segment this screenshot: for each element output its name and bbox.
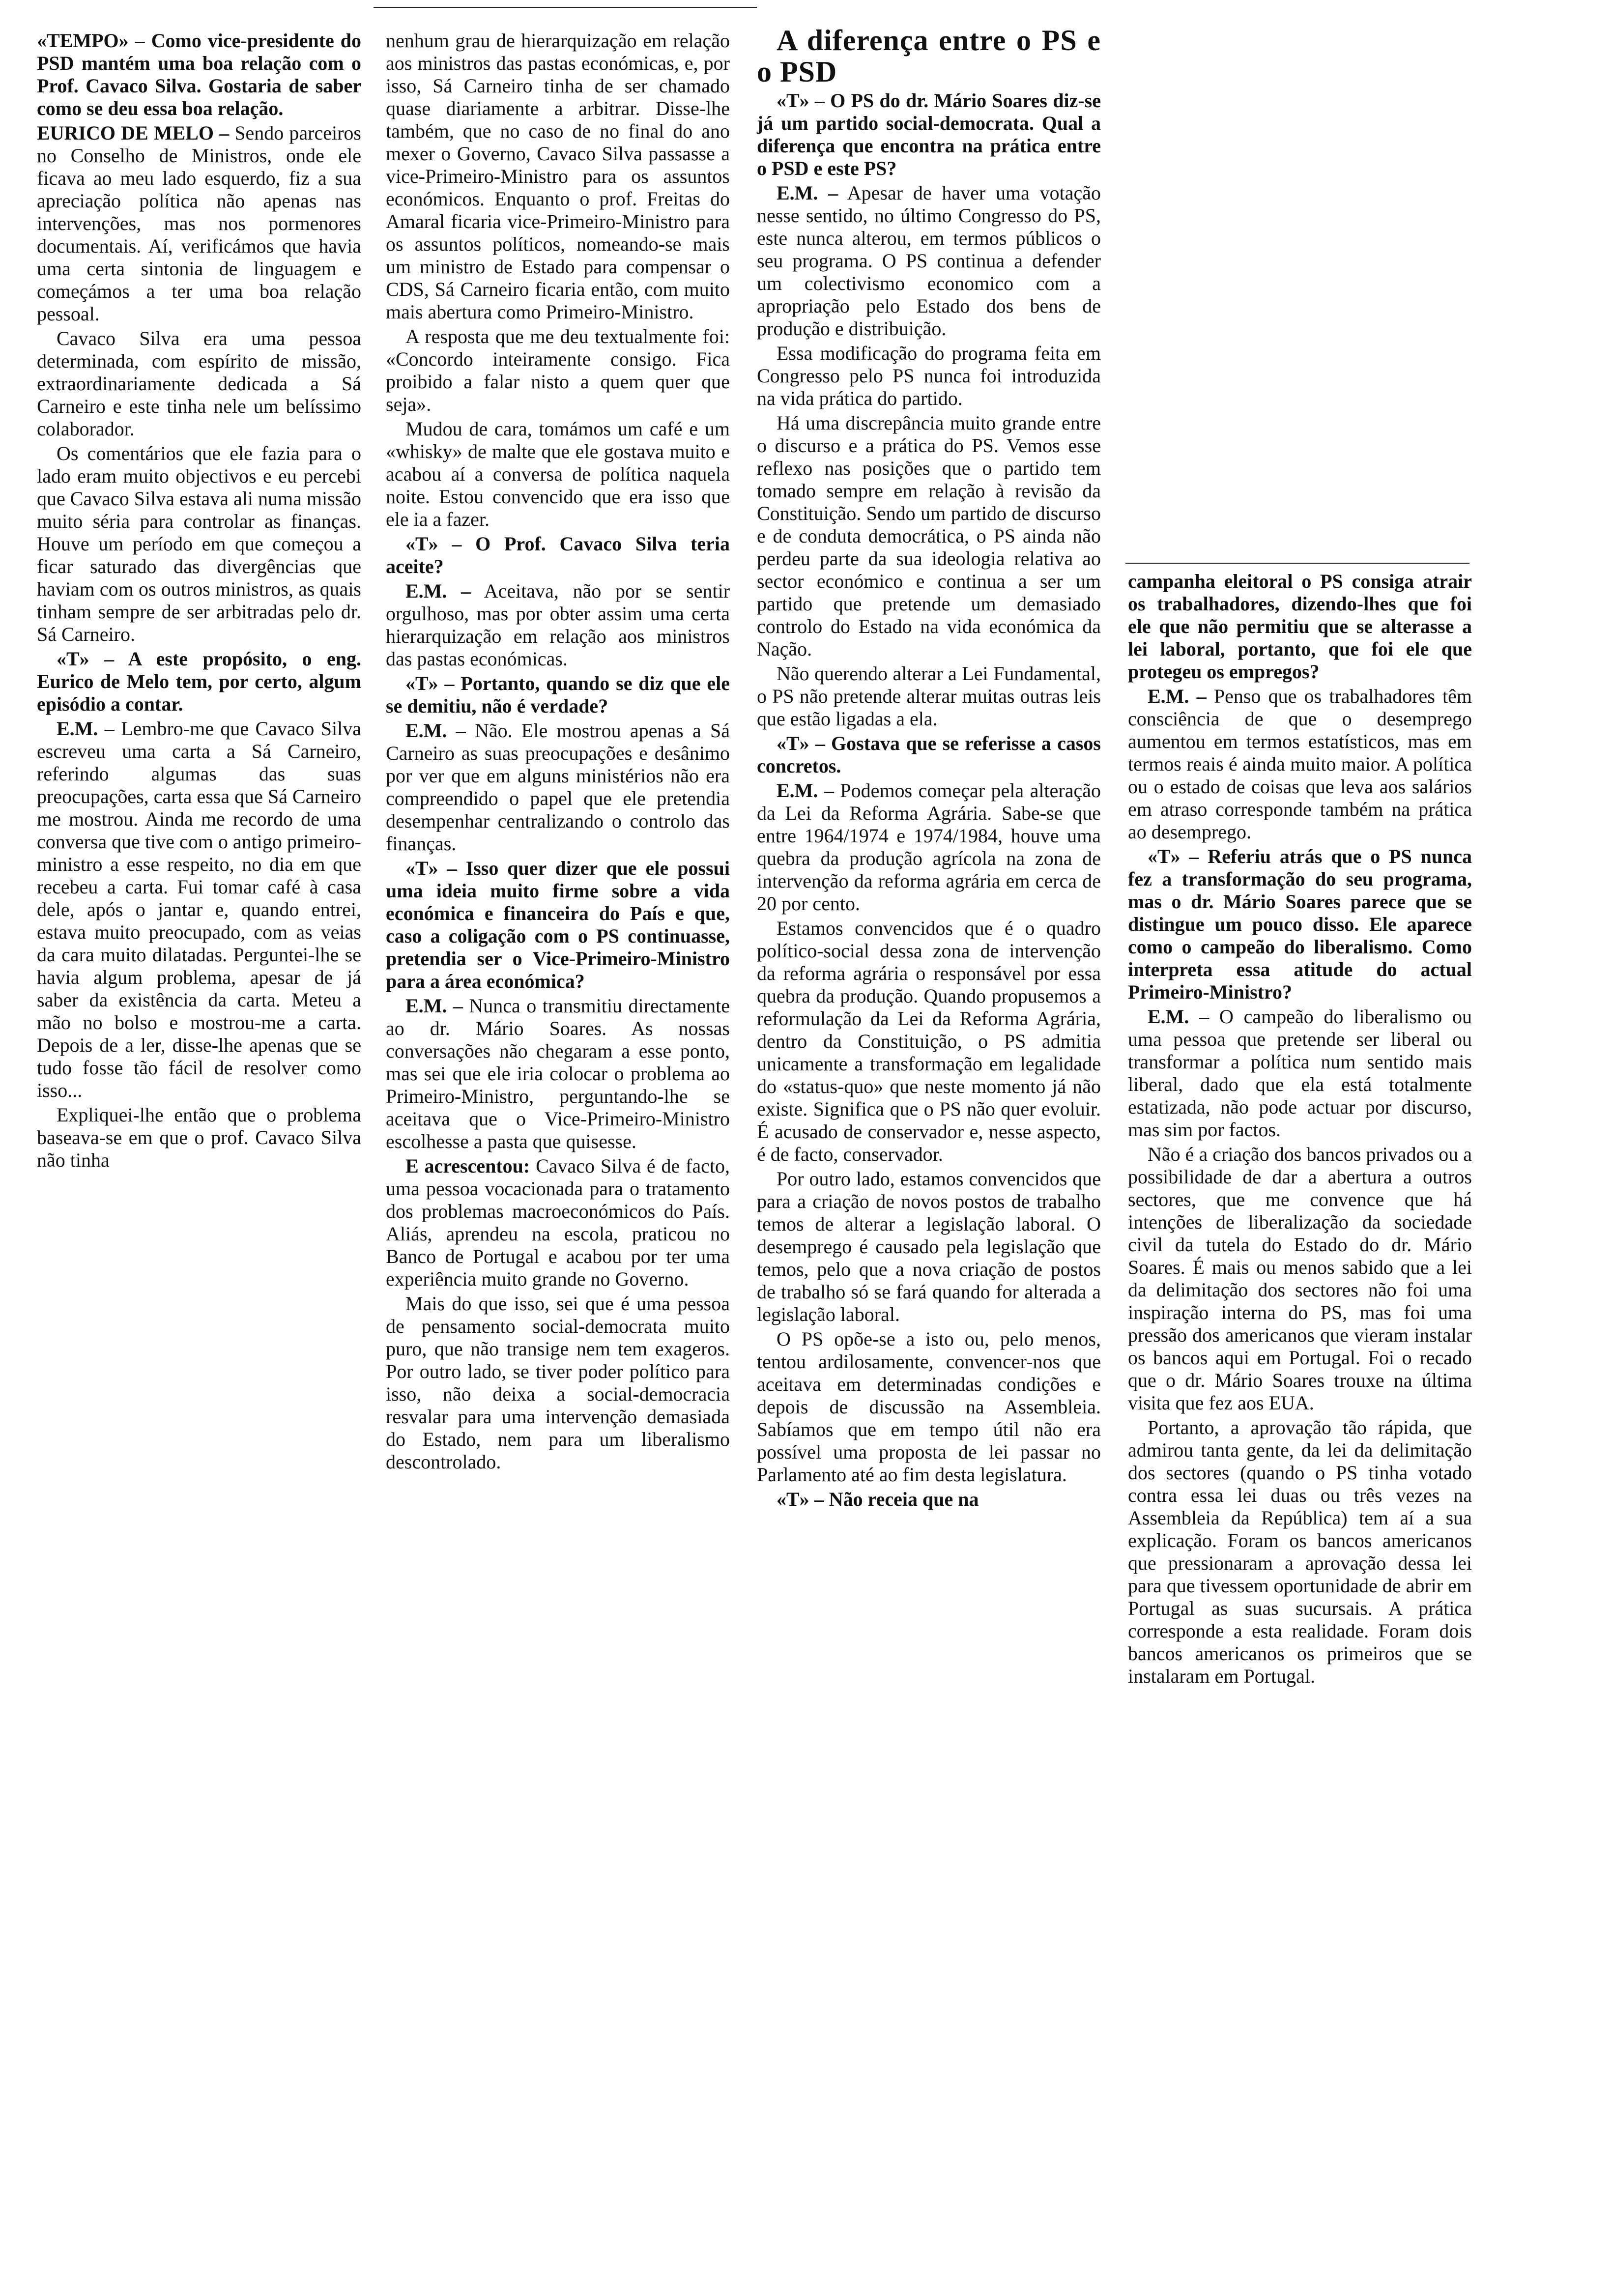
answer-paragraph <box>386 995 730 1153</box>
body-paragraph: Por outro lado, estamos convencidos que para a criação de novos postos de trabalho temos de alterar a legislação laboral. O desemprego é causado pela legislação que temos, pelo que a nova criação de postos de trabalho só se fará quando for alterada a legislação laboral. <box>757 1168 1101 1325</box>
answer-text: Podemos começar pela alteração da Lei da Reforma Agrária. Sabe-se que entre 1964/1974 e 1974/1984, houve uma quebra da produção agrícola na zona de intervenção da reforma agrária em cerca de 20 por cento. <box>757 779 1101 915</box>
speaker-label: E.M. – <box>405 580 471 602</box>
answer-paragraph <box>757 779 1101 915</box>
answer-text: Aceitava, não por se sentir orgulhoso, mas por obter assim uma certa hierarquização em relação aos ministros das pastas económicas. <box>386 580 730 670</box>
section-headline: A diferença entre o PS e o PSD <box>757 24 1101 88</box>
body-paragraph: Portanto, a aprovação tão rápida, que admirou tanta gente, da lei da delimitação dos sectores (quando o PS tinha votado contra essa lei duas ou três vezes na Assembleia da República) tem aí a sua explicação. Foram os bancos americanos que pressionaram a aprovação dessa lei para que tivessem oportunidade de abrir em Portugal as suas sucursais. A prática corresponde a esta realidade. Foram dois bancos americanos os primeiros que se instalaram em Portugal. <box>1128 1416 1472 1687</box>
answer-paragraph <box>386 719 730 855</box>
answer-text: Nunca o transmitiu directamente ao dr. Mário Soares. As nossas conversações não chegaram a esse ponto, mas sei que ele iria colocar o problema ao Primeiro-Ministro, perguntando-lhe se aceitava que o Vice-Primeiro-Ministro escolhesse a pasta que quisesse. <box>386 995 730 1152</box>
question-paragraph: «T» – A este propósito, o eng. Eurico de Melo tem, por certo, algum episódio a contar. <box>37 648 361 715</box>
question-paragraph: «TEMPO» – Como vice-presidente do PSD mantém uma boa relação com o Prof. Cavaco Silva. Gostaria de saber como se deu essa boa relação. <box>37 29 361 119</box>
question-paragraph: campanha eleitoral o PS consiga atrair os trabalhadores, dizendo-lhes que foi ele que não permitiu que se alterasse a lei laboral, portanto, que foi ele que protegeu os empregos? <box>1128 570 1472 683</box>
body-paragraph: Essa modificação do programa feita em Congresso pelo PS nunca foi introduzida na vida prática do partido. <box>757 342 1101 409</box>
speaker-label: E.M. – <box>405 995 463 1017</box>
question-paragraph: «T» – Gostava que se referisse a casos concretos. <box>757 732 1101 777</box>
answer-text: Sendo parceiros no Conselho de Ministros, onde ele ficava ao meu lado esquerdo, fiz a sua apreciação política não apenas nas intervenções, mas nos pormenores documentais. Aí, verificámos que havia uma certa sintonia de linguagem e começámos a ter uma boa relação pessoal. <box>37 122 361 325</box>
speaker-label: E.M. – <box>1148 1005 1209 1028</box>
answer-text: Não. Ele mostrou apenas a Sá Carneiro as suas preocupações e desânimo por ver que em alguns ministérios não era compreendido o papel que ele pretendia desempenhar centralizando o controlo das finanças. <box>386 719 730 855</box>
question-paragraph: «T» – O Prof. Cavaco Silva teria aceite? <box>386 533 730 577</box>
body-paragraph <box>386 1155 730 1291</box>
speaker-label: E.M. – <box>1148 685 1207 707</box>
body-text: Cavaco Silva é de facto, uma pessoa vocacionada para o tratamento dos problemas macroeconómicos do País. Aliás, aprendeu na escola, praticou no Banco de Portugal e acabou por ter uma experiência muito grande no Governo. <box>386 1155 730 1290</box>
answer-paragraph <box>757 182 1101 340</box>
body-paragraph: O PS opõe-se a isto ou, pelo menos, tentou ardilosamente, convencer-nos que aceitava em determinadas condições e depois de discussão na Assembleia. Sabíamos que em tempo útil não era possível uma proposta de lei passar no Parlamento até ao fim desta legislatura. <box>757 1328 1101 1486</box>
question-paragraph: «T» – Não receia que na <box>777 1488 979 1510</box>
body-paragraph: Mudou de cara, tomámos um café e um «whisky» de malte que ele gostava muito e acabou aí a conversa de política naquela noite. Estou convencido que era isso que ele ia a fazer. <box>386 418 730 530</box>
body-paragraph: Cavaco Silva era uma pessoa determinada, com espírito de missão, extraordinariamente dedicada a Sá Carneiro e este tinha nele um belíssimo colaborador. <box>37 327 361 440</box>
answer-text: Apesar de haver uma votação nesse sentido, no último Congresso do PS, este nunca alterou, em termos públicos o seu programa. O PS continua a defender um colectivismo economico com a apropriação pelo Estado dos bens de produção e distribuição. <box>757 182 1101 340</box>
question-paragraph: «T» – Portanto, quando se diz que ele se demitiu, não é verdade? <box>386 672 730 717</box>
top-rule <box>374 7 757 8</box>
answer-paragraph <box>37 718 361 1102</box>
answer-text: Lembro-me que Cavaco Silva escreveu uma carta a Sá Carneiro, referindo algumas das suas preocupações, carta essa que Sá Carneiro me mostrou. Ainda me recordo de uma conversa que tive com o antigo primeiro-ministro a esse respeito, no dia em que recebeu a carta. Fui tomar café à casa dele, após o jantar e, quando entrei, estava muito preocupado, com as veias da cara muito dilatadas. Perguntei-lhe se havia algum problema, apesar de já saber da existência da carta. Meteu a mão no bolso e mostrou-me a carta. Depois de a ler, disse-lhe apenas que se tudo fosse tão fácil de resolver como isso... <box>37 718 362 1101</box>
question-paragraph: «T» – Referiu atrás que o PS nunca fez a transformação do seu programa, mas o dr. Mário Soares parece que se distingue um pouco disso. Ele aparece como o campeão do liberalismo. Como interpreta essa atitude do actual Primeiro-Ministro? <box>1128 845 1472 1003</box>
question-paragraph: «T» – O PS do dr. Mário Soares diz-se já um partido social-democrata. Qual a diferença que encontra na prática entre o PSD e este PS? <box>757 89 1101 179</box>
speaker-label: E.M. – <box>405 719 466 742</box>
inline-label: E acrescentou: <box>405 1155 530 1177</box>
column-4 <box>1128 570 1472 1690</box>
body-paragraph: Os comentários que ele fazia para o lado eram muito objectivos e eu percebi que Cavaco Silva estava ali numa missão muito séria para controlar as finanças. Houve um período em que começou a ficar saturado das divergências que haviam com os outros ministros, as quais tinham sempre de ser arbitradas pelo dr. Sá Carneiro. <box>37 442 361 645</box>
speaker-label: E.M. – <box>777 779 834 802</box>
column-1 <box>37 29 361 1174</box>
answer-paragraph <box>1128 685 1472 843</box>
answer-paragraph <box>386 580 730 670</box>
column-2 <box>386 29 730 1475</box>
answer-paragraph <box>37 122 361 325</box>
answer-text: O campeão do liberalismo ou uma pessoa que pretende ser liberal ou transformar a política num sentido mais liberal, dado que ela está totalmente estatizada, não pode actuar por discurso, mas sim por factos. <box>1128 1005 1472 1141</box>
body-paragraph: Há uma discrepância muito grande entre o discurso e a prática do PS. Vemos esse reflexo nas posições que o partido tem tomado sempre em relação à revisão da Constituição. Sendo um partido de discurso e de conduta democrática, o PS ainda não perdeu parte da sua ideologia relativa ao sector económico e continua a ser um partido que pretende um demasiado controlo do Estado na vida económica da Nação. <box>757 412 1101 660</box>
body-paragraph: Não querendo alterar a Lei Fundamental, o PS não pretende alterar muitas outras leis que estão ligadas a ela. <box>757 662 1101 730</box>
answer-text: Penso que os trabalhadores têm consciência de que o desemprego aumentou em termos estatísticos, mas em termos reais é ainda muito maior. A política ou o estado de coisas que leva aos salários em atraso corresponde também na prática ao desemprego. <box>1128 685 1472 843</box>
body-paragraph: Não é a criação dos bancos privados ou a possibilidade de dar a abertura a outros sectores, que me convence que há intenções de liberalização da sociedade civil da tutela do Estado do dr. Mário Soares. É mais ou menos sabido que a lei da delimitação dos sectores não foi uma inspiração interna do PS, mas foi uma pressão dos americanos que vieram instalar os bancos aqui em Portugal. Foi o recado que o dr. Mário Soares trouxe na última visita que fez aos EUA. <box>1128 1143 1472 1414</box>
answer-paragraph <box>1128 1005 1472 1141</box>
speaker-label: E.M. – <box>777 182 838 204</box>
column-end-rule <box>1125 563 1469 564</box>
body-paragraph: nenhum grau de hierarquização em relação aos ministros das pastas económicas, e, por isso, Sá Carneiro tinha de ser chamado quase diariamente a arbitrar. Disse-lhe também, que no caso de no final do ano mexer o Governo, Cavaco Silva passasse a vice-Primeiro-Ministro para os assuntos económicos. Enquanto o prof. Freitas do Amaral ficaria vice-Primeiro-Ministro para os assuntos políticos, nomeando-se mais um ministro de Estado para compensar o CDS, Sá Carneiro ficaria então, com muito mais abertura como Primeiro-Ministro. <box>386 29 730 323</box>
body-paragraph: Expliquei-lhe então que o problema baseava-se em que o prof. Cavaco Silva não tinha <box>37 1104 361 1171</box>
body-paragraph: Mais do que isso, sei que é uma pessoa de pensamento social-democrata muito puro, que não transige nem tem exageros. Por outro lado, se tiver poder político para isso, não deixa a social-democracia resvalar para uma intervenção demasiada do Estado, nem para um liberalismo descontrolado. <box>386 1292 730 1473</box>
speaker-label: EURICO DE MELO – <box>37 122 230 144</box>
speaker-label: E.M. – <box>57 718 115 740</box>
question-paragraph: «T» – Isso quer dizer que ele possui uma ideia muito firme sobre a vida económica e financeira do País e que, caso a coligação com o PS continuasse, pretendia ser o Vice-Primeiro-Ministro para a área económica? <box>386 857 730 992</box>
column-3 <box>757 25 1101 1513</box>
body-paragraph: Estamos convencidos que é o quadro político-social dessa zona de intervenção da reforma agrária o responsável por essa quebra da produção. Quando propusemos a reformulação da Lei da Reforma Agrária, dentro da Constituição, o PS admitia unicamente a transformação em legalidade do «status-quo» que neste momento já não existe. Significa que o PS não quer evoluir. É acusado de conservador e, nesse aspecto, é de facto, conservador. <box>757 917 1101 1165</box>
body-paragraph: A resposta que me deu textualmente foi: «Concordo inteiramente consigo. Fica proibido a falar nisto a quem quer que seja». <box>386 325 730 415</box>
